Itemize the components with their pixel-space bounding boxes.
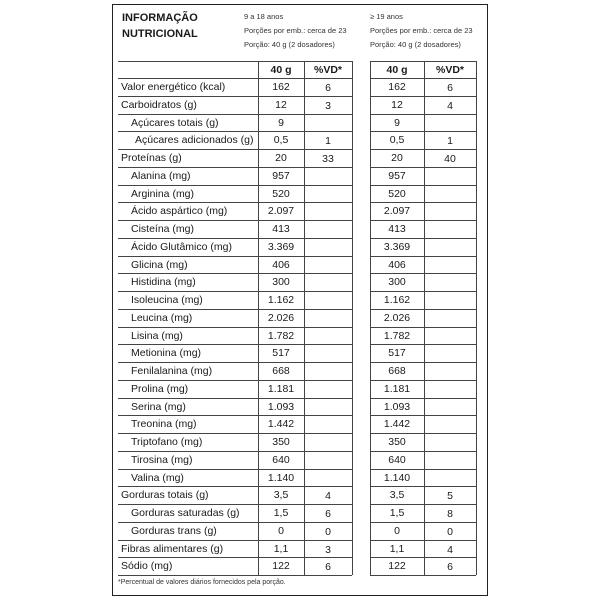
row-rule xyxy=(370,273,476,274)
row-amount-1: 1.181 xyxy=(267,382,295,395)
row-amount-2: 2.097 xyxy=(383,205,411,218)
row-vd-2: 6 xyxy=(447,82,453,94)
row-label: Serina (mg) xyxy=(131,400,186,413)
row-label: Gorduras trans (g) xyxy=(131,524,217,537)
row-rule xyxy=(370,327,476,328)
row-label: Cisteína (mg) xyxy=(131,223,195,235)
row-label: Ácido Glutâmico (mg) xyxy=(131,240,232,253)
row-rule xyxy=(370,398,476,399)
row-amount-2: 1,1 xyxy=(389,542,405,555)
row-label: Arginina (mg) xyxy=(131,187,195,200)
col-vd-header-1: %VD* xyxy=(313,64,342,76)
column-rule xyxy=(476,61,477,575)
row-label: Lisina (mg) xyxy=(131,329,183,342)
row-amount-2: 520 xyxy=(388,187,406,200)
row-label: Histidina (mg) xyxy=(131,276,196,289)
row-vd-1: 1 xyxy=(325,135,331,148)
row-vd-2: 40 xyxy=(444,153,456,165)
row-rule xyxy=(118,185,352,186)
row-rule xyxy=(370,238,476,239)
row-label: Metionina (mg) xyxy=(131,347,202,360)
row-vd-2: 1 xyxy=(447,135,453,148)
row-rule xyxy=(118,433,352,434)
row-amount-1: 2.097 xyxy=(267,205,295,218)
row-rule xyxy=(118,398,352,399)
row-amount-1: 1.093 xyxy=(267,400,295,413)
row-label: Isoleucina (mg) xyxy=(131,294,203,306)
row-rule xyxy=(118,469,352,470)
row-amount-1: 520 xyxy=(272,187,290,200)
row-rule xyxy=(118,309,352,310)
row-amount-2: 0 xyxy=(394,524,400,537)
row-rule xyxy=(118,96,352,97)
row-rule xyxy=(118,167,352,168)
row-rule xyxy=(118,451,352,452)
row-vd-2: 4 xyxy=(447,543,453,556)
row-rule xyxy=(118,486,352,487)
row-amount-2: 3,5 xyxy=(389,489,405,502)
row-rule xyxy=(370,469,476,470)
row-amount-2: 350 xyxy=(388,436,406,448)
row-amount-1: 0 xyxy=(278,524,284,537)
row-amount-1: 122 xyxy=(272,560,290,573)
row-rule xyxy=(118,327,352,328)
row-label: Valor energético (kcal) xyxy=(121,81,226,93)
row-amount-1: 350 xyxy=(272,436,290,448)
row-rule xyxy=(118,273,352,274)
row-amount-2: 122 xyxy=(388,560,406,573)
row-label: Treonina (mg) xyxy=(131,418,197,431)
row-rule xyxy=(118,415,352,416)
row-rule xyxy=(370,96,476,97)
row-amount-1: 957 xyxy=(272,169,290,182)
row-label: Glicina (mg) xyxy=(131,258,188,271)
title-line-1: INFORMAÇÃO xyxy=(122,12,198,24)
group2-age: ≥ 19 anos xyxy=(370,12,403,21)
row-label: Açúcares adicionados (g) xyxy=(135,134,254,147)
row-amount-1: 12 xyxy=(275,98,287,111)
row-amount-2: 1.181 xyxy=(383,382,411,395)
row-rule xyxy=(118,522,352,523)
group2-header xyxy=(370,10,473,52)
row-rule xyxy=(370,309,476,310)
row-amount-1: 413 xyxy=(272,223,290,235)
row-amount-2: 12 xyxy=(391,98,403,111)
title-line-2: NUTRICIONAL xyxy=(122,28,198,40)
row-rule xyxy=(118,504,352,505)
row-amount-2: 0,5 xyxy=(389,134,405,147)
row-vd-1: 4 xyxy=(325,490,331,503)
row-label: Triptofano (mg) xyxy=(131,436,203,448)
row-amount-1: 0,5 xyxy=(273,134,289,147)
row-rule xyxy=(370,522,476,523)
row-rule xyxy=(370,380,476,381)
row-amount-1: 1.140 xyxy=(267,471,295,484)
row-amount-2: 668 xyxy=(388,365,406,377)
row-amount-1: 1.162 xyxy=(267,294,295,306)
row-amount-2: 1.782 xyxy=(383,329,411,342)
row-amount-1: 3.369 xyxy=(267,240,295,253)
row-rule xyxy=(118,540,352,541)
row-rule xyxy=(118,557,352,558)
row-rule xyxy=(118,291,352,292)
row-label: Alanina (mg) xyxy=(131,169,191,182)
row-rule xyxy=(118,78,352,79)
row-vd-2: 4 xyxy=(447,99,453,112)
row-rule xyxy=(118,362,352,363)
group1-age: 9 a 18 anos xyxy=(244,12,284,21)
row-label: Gorduras totais (g) xyxy=(121,489,209,502)
row-rule xyxy=(370,557,476,558)
row-rule xyxy=(370,131,476,132)
row-amount-2: 9 xyxy=(394,116,400,129)
row-amount-1: 1,1 xyxy=(273,542,289,555)
row-rule xyxy=(118,202,352,203)
row-amount-2: 413 xyxy=(388,223,406,235)
row-amount-2: 640 xyxy=(388,453,406,466)
row-rule xyxy=(370,362,476,363)
row-rule xyxy=(370,114,476,115)
label-title xyxy=(122,10,198,42)
row-rule xyxy=(370,78,476,79)
row-amount-1: 1,5 xyxy=(273,507,289,519)
row-rule xyxy=(370,220,476,221)
row-rule xyxy=(370,185,476,186)
row-rule xyxy=(370,540,476,541)
row-amount-2: 1.162 xyxy=(383,294,411,306)
row-amount-2: 300 xyxy=(388,276,406,289)
row-label: Sódio (mg) xyxy=(121,560,173,573)
row-amount-1: 1.442 xyxy=(267,418,295,431)
row-amount-1: 2.026 xyxy=(267,311,295,324)
row-rule xyxy=(370,415,476,416)
column-rule xyxy=(352,61,353,575)
row-rule xyxy=(370,451,476,452)
row-label: Açúcares totais (g) xyxy=(131,116,219,129)
row-amount-1: 668 xyxy=(272,365,290,377)
row-rule xyxy=(370,256,476,257)
footnote: *Percentual de valores diários fornecidos pela porção. xyxy=(118,579,286,586)
row-amount-2: 957 xyxy=(388,169,406,182)
row-label: Carboidratos (g) xyxy=(121,98,197,111)
row-rule xyxy=(370,575,476,576)
row-amount-1: 640 xyxy=(272,453,290,466)
row-label: Prolina (mg) xyxy=(131,382,189,395)
row-rule xyxy=(118,575,352,576)
row-amount-1: 517 xyxy=(272,347,290,360)
row-rule xyxy=(370,344,476,345)
row-label: Proteínas (g) xyxy=(121,152,182,164)
group1-header xyxy=(244,10,347,52)
row-rule xyxy=(370,504,476,505)
col-amount-header-1: 40 g xyxy=(270,64,292,76)
row-vd-2: 5 xyxy=(447,490,453,503)
row-vd-2: 6 xyxy=(447,561,453,574)
group1-portion: Porção: 40 g (2 dosadores) xyxy=(244,40,335,49)
row-amount-2: 517 xyxy=(388,347,406,360)
row-amount-1: 1.782 xyxy=(267,329,295,342)
row-vd-1: 0 xyxy=(325,525,331,538)
row-amount-2: 3.369 xyxy=(383,240,411,253)
row-rule xyxy=(370,149,476,150)
row-label: Fenilalanina (mg) xyxy=(131,365,213,377)
row-label: Leucina (mg) xyxy=(131,311,193,324)
row-label: Gorduras saturadas (g) xyxy=(131,507,240,519)
row-vd-1: 6 xyxy=(325,82,331,94)
row-amount-2: 1.093 xyxy=(383,400,411,413)
row-vd-1: 6 xyxy=(325,508,331,520)
row-amount-2: 406 xyxy=(388,258,406,271)
row-rule xyxy=(370,433,476,434)
group2-portion: Porção: 40 g (2 dosadores) xyxy=(370,40,461,49)
row-vd-2: 8 xyxy=(447,508,453,520)
row-rule xyxy=(118,220,352,221)
row-label: Valina (mg) xyxy=(131,471,184,484)
row-amount-1: 162 xyxy=(272,81,290,93)
row-amount-2: 1.140 xyxy=(383,471,411,484)
col-amount-header-2: 40 g xyxy=(386,64,408,76)
row-rule xyxy=(370,486,476,487)
row-vd-2: 0 xyxy=(447,525,453,538)
row-rule xyxy=(370,167,476,168)
row-amount-2: 162 xyxy=(388,81,406,93)
row-rule xyxy=(118,61,352,62)
row-amount-2: 1.442 xyxy=(383,418,411,431)
row-rule xyxy=(118,256,352,257)
row-vd-1: 33 xyxy=(322,153,334,165)
row-rule xyxy=(118,149,352,150)
group2-portions: Porções por emb.: cerca de 23 xyxy=(370,26,473,35)
col-vd-header-2: %VD* xyxy=(435,64,464,76)
row-vd-1: 3 xyxy=(325,543,331,556)
row-rule xyxy=(118,380,352,381)
row-vd-1: 6 xyxy=(325,561,331,574)
row-amount-1: 406 xyxy=(272,258,290,271)
row-label: Fibras alimentares (g) xyxy=(121,542,224,555)
row-rule xyxy=(118,114,352,115)
row-label: Tirosina (mg) xyxy=(131,453,193,466)
row-amount-1: 20 xyxy=(275,152,287,164)
row-amount-2: 1,5 xyxy=(389,507,405,519)
row-rule xyxy=(118,238,352,239)
row-rule xyxy=(370,202,476,203)
row-amount-2: 20 xyxy=(391,152,403,164)
row-label: Ácido aspártico (mg) xyxy=(131,205,228,218)
row-amount-1: 300 xyxy=(272,276,290,289)
row-amount-1: 9 xyxy=(278,116,284,129)
row-rule xyxy=(118,344,352,345)
row-amount-1: 3,5 xyxy=(273,489,289,502)
row-rule xyxy=(370,61,476,62)
row-rule xyxy=(118,131,352,132)
row-rule xyxy=(370,291,476,292)
row-vd-1: 3 xyxy=(325,99,331,112)
row-amount-2: 2.026 xyxy=(383,311,411,324)
group1-portions: Porções por emb.: cerca de 23 xyxy=(244,26,347,35)
